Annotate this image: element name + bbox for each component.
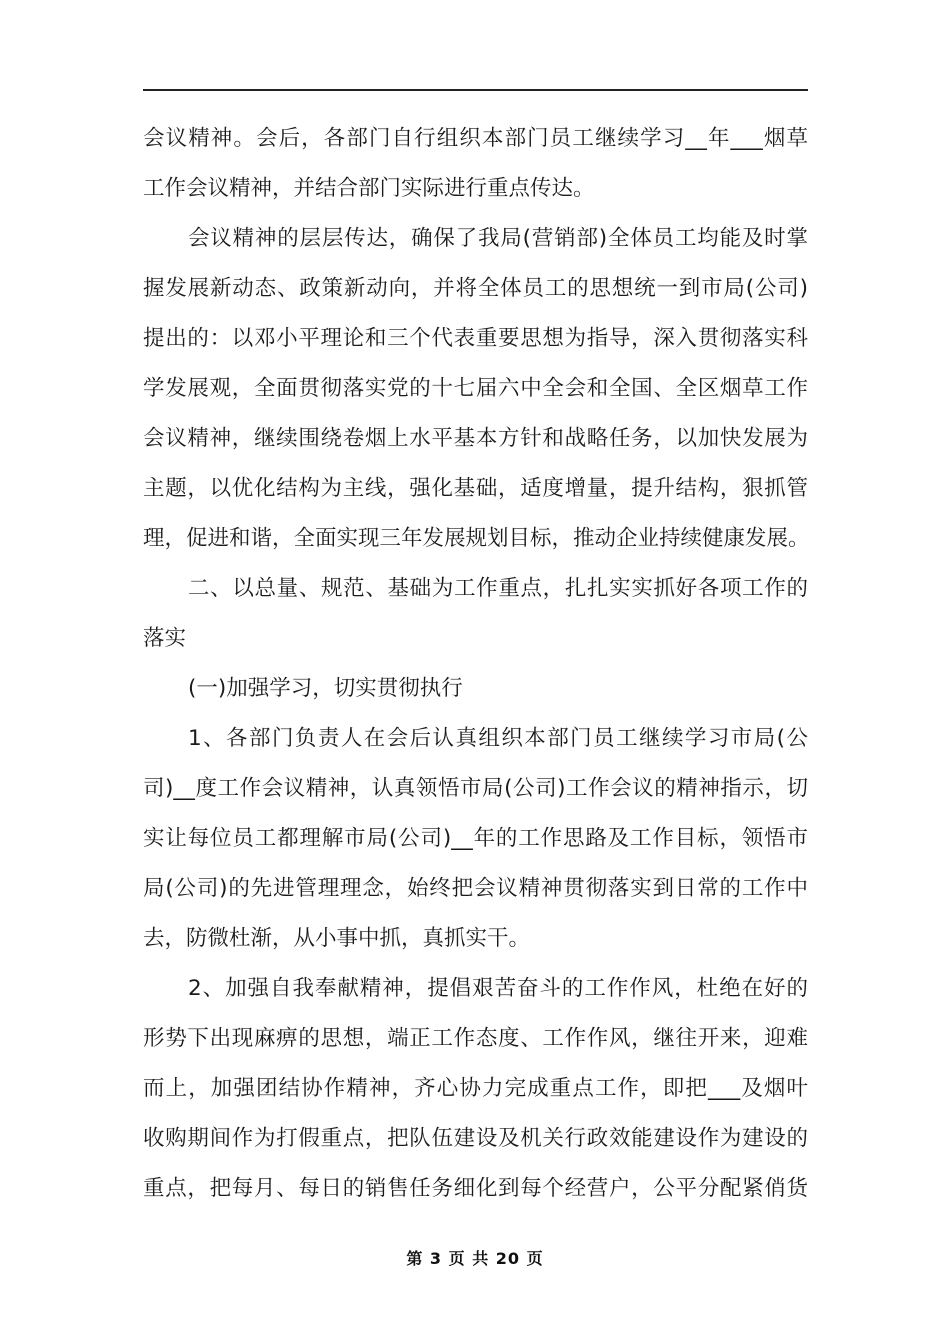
text-line: 工作会议精神，并结合部门实际进行重点传达。 xyxy=(143,176,595,201)
header-rule xyxy=(143,89,808,91)
text-line: 而上，加强团结协作精神，齐心协力完成重点工作，即把___及烟叶 xyxy=(143,1076,808,1101)
page-footer: 第 3 页 共 20 页 xyxy=(406,1249,544,1268)
text-line: 去，防微杜渐，从小事中抓，真抓实干。 xyxy=(143,926,531,951)
text-line: 会议精神的层层传达，确保了我局(营销部)全体员工均能及时掌 xyxy=(188,226,808,251)
text-line: 理，促进和谐，全面实现三年发展规划目标，推动企业持续健康发展。 xyxy=(143,526,810,551)
text-line: 二、以总量、规范、基础为工作重点，扎扎实实抓好各项工作的 xyxy=(188,576,808,601)
text-line: 形势下出现麻痹的思想，端正工作态度、工作作风，继往开来，迎难 xyxy=(143,1026,808,1051)
text-line: 收购期间作为打假重点，把队伍建设及机关行政效能建设作为建设的 xyxy=(143,1126,808,1151)
text-line: 会议精神。会后，各部门自行组织本部门员工继续学习__年___烟草 xyxy=(143,126,808,151)
text-line: 局(公司)的先进管理理念，始终把会议精神贯彻落实到日常的工作中 xyxy=(143,876,808,901)
text-line: (一)加强学习，切实贯彻执行 xyxy=(188,676,463,701)
text-line: 落实 xyxy=(143,626,187,651)
text-line: 实让每位员工都理解市局(公司)__年的工作思路及工作目标，领悟市 xyxy=(143,826,808,851)
text-line: 提出的：以邓小平理论和三个代表重要思想为指导，深入贯彻落实科 xyxy=(143,326,808,351)
text-line: 会议精神，继续围绕卷烟上水平基本方针和战略任务，以加快发展为 xyxy=(143,426,808,451)
text-line: 2、加强自我奉献精神，提倡艰苦奋斗的工作作风，杜绝在好的 xyxy=(188,976,808,1001)
text-line: 主题，以优化结构为主线，强化基础，适度增量，提升结构，狠抓管 xyxy=(143,476,808,501)
text-line: 司)__度工作会议精神，认真领悟市局(公司)工作会议的精神指示，切 xyxy=(143,776,808,801)
text-line: 1、各部门负责人在会后认真组织本部门员工继续学习市局(公 xyxy=(188,726,808,751)
text-line: 握发展新动态、政策新动向，并将全体员工的思想统一到市局(公司) xyxy=(143,276,808,301)
text-line: 学发展观，全面贯彻落实党的十七届六中全会和全国、全区烟草工作 xyxy=(143,376,808,401)
text-line: 重点，把每月、每日的销售任务细化到每个经营户，公平分配紧俏货 xyxy=(143,1176,808,1201)
